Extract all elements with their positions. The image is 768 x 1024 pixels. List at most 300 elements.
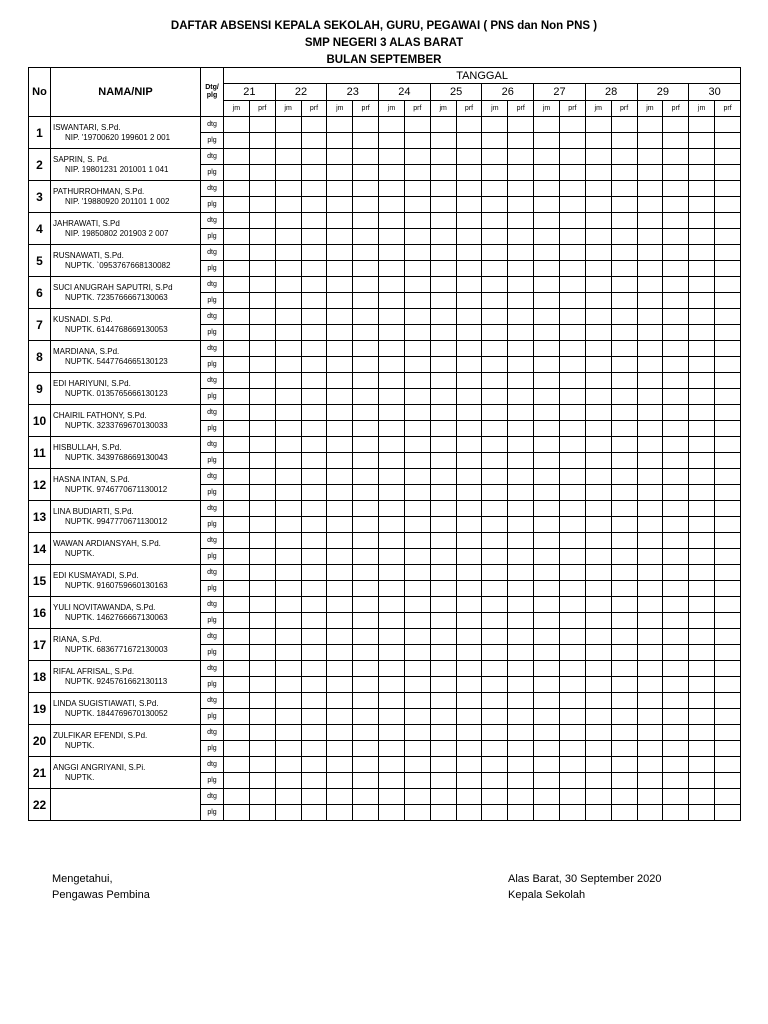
attendance-cell[interactable]: [534, 373, 560, 389]
attendance-cell[interactable]: [275, 133, 301, 149]
attendance-cell[interactable]: [430, 629, 456, 645]
attendance-cell[interactable]: [689, 293, 715, 309]
attendance-cell[interactable]: [301, 645, 327, 661]
attendance-cell[interactable]: [715, 245, 741, 261]
attendance-cell[interactable]: [224, 709, 250, 725]
attendance-cell[interactable]: [559, 229, 585, 245]
attendance-cell[interactable]: [404, 165, 430, 181]
attendance-cell[interactable]: [301, 197, 327, 213]
attendance-cell[interactable]: [327, 309, 353, 325]
attendance-cell[interactable]: [585, 613, 611, 629]
attendance-cell[interactable]: [663, 405, 689, 421]
attendance-cell[interactable]: [301, 533, 327, 549]
attendance-cell[interactable]: [559, 597, 585, 613]
attendance-cell[interactable]: [585, 725, 611, 741]
attendance-cell[interactable]: [353, 629, 379, 645]
attendance-cell[interactable]: [224, 341, 250, 357]
attendance-cell[interactable]: [224, 165, 250, 181]
attendance-cell[interactable]: [353, 293, 379, 309]
attendance-cell[interactable]: [637, 533, 663, 549]
attendance-cell[interactable]: [224, 197, 250, 213]
attendance-cell[interactable]: [430, 229, 456, 245]
attendance-cell[interactable]: [637, 277, 663, 293]
attendance-cell[interactable]: [249, 293, 275, 309]
attendance-cell[interactable]: [585, 373, 611, 389]
attendance-cell[interactable]: [327, 373, 353, 389]
attendance-cell[interactable]: [611, 389, 637, 405]
attendance-cell[interactable]: [379, 677, 405, 693]
attendance-cell[interactable]: [637, 501, 663, 517]
attendance-cell[interactable]: [534, 293, 560, 309]
attendance-cell[interactable]: [456, 661, 482, 677]
attendance-cell[interactable]: [689, 245, 715, 261]
attendance-cell[interactable]: [611, 533, 637, 549]
attendance-cell[interactable]: [508, 373, 534, 389]
attendance-cell[interactable]: [327, 405, 353, 421]
attendance-cell[interactable]: [327, 229, 353, 245]
attendance-cell[interactable]: [379, 181, 405, 197]
attendance-cell[interactable]: [637, 485, 663, 501]
attendance-cell[interactable]: [249, 613, 275, 629]
attendance-cell[interactable]: [275, 453, 301, 469]
attendance-cell[interactable]: [663, 613, 689, 629]
attendance-cell[interactable]: [430, 693, 456, 709]
attendance-cell[interactable]: [715, 373, 741, 389]
attendance-cell[interactable]: [715, 437, 741, 453]
attendance-cell[interactable]: [637, 549, 663, 565]
attendance-cell[interactable]: [456, 709, 482, 725]
attendance-cell[interactable]: [275, 725, 301, 741]
attendance-cell[interactable]: [301, 725, 327, 741]
attendance-cell[interactable]: [301, 165, 327, 181]
attendance-cell[interactable]: [534, 421, 560, 437]
attendance-cell[interactable]: [249, 341, 275, 357]
attendance-cell[interactable]: [379, 565, 405, 581]
attendance-cell[interactable]: [430, 709, 456, 725]
attendance-cell[interactable]: [327, 789, 353, 805]
attendance-cell[interactable]: [611, 357, 637, 373]
attendance-cell[interactable]: [224, 757, 250, 773]
attendance-cell[interactable]: [637, 741, 663, 757]
attendance-cell[interactable]: [663, 469, 689, 485]
attendance-cell[interactable]: [224, 565, 250, 581]
attendance-cell[interactable]: [275, 149, 301, 165]
attendance-cell[interactable]: [404, 117, 430, 133]
attendance-cell[interactable]: [430, 805, 456, 821]
attendance-cell[interactable]: [353, 677, 379, 693]
attendance-cell[interactable]: [559, 197, 585, 213]
attendance-cell[interactable]: [482, 197, 508, 213]
attendance-cell[interactable]: [430, 277, 456, 293]
attendance-cell[interactable]: [327, 677, 353, 693]
attendance-cell[interactable]: [559, 757, 585, 773]
attendance-cell[interactable]: [715, 629, 741, 645]
attendance-cell[interactable]: [689, 805, 715, 821]
attendance-cell[interactable]: [534, 437, 560, 453]
attendance-cell[interactable]: [482, 309, 508, 325]
attendance-cell[interactable]: [585, 533, 611, 549]
attendance-cell[interactable]: [534, 149, 560, 165]
attendance-cell[interactable]: [249, 213, 275, 229]
attendance-cell[interactable]: [275, 581, 301, 597]
attendance-cell[interactable]: [301, 517, 327, 533]
attendance-cell[interactable]: [508, 741, 534, 757]
attendance-cell[interactable]: [249, 661, 275, 677]
attendance-cell[interactable]: [637, 117, 663, 133]
attendance-cell[interactable]: [637, 597, 663, 613]
attendance-cell[interactable]: [456, 421, 482, 437]
attendance-cell[interactable]: [327, 645, 353, 661]
attendance-cell[interactable]: [249, 277, 275, 293]
attendance-cell[interactable]: [456, 213, 482, 229]
attendance-cell[interactable]: [456, 581, 482, 597]
attendance-cell[interactable]: [249, 453, 275, 469]
attendance-cell[interactable]: [353, 325, 379, 341]
attendance-cell[interactable]: [224, 149, 250, 165]
attendance-cell[interactable]: [482, 725, 508, 741]
attendance-cell[interactable]: [249, 309, 275, 325]
attendance-cell[interactable]: [249, 245, 275, 261]
attendance-cell[interactable]: [275, 245, 301, 261]
attendance-cell[interactable]: [353, 485, 379, 501]
attendance-cell[interactable]: [559, 245, 585, 261]
attendance-cell[interactable]: [224, 581, 250, 597]
attendance-cell[interactable]: [689, 725, 715, 741]
attendance-cell[interactable]: [404, 213, 430, 229]
attendance-cell[interactable]: [404, 149, 430, 165]
attendance-cell[interactable]: [275, 517, 301, 533]
attendance-cell[interactable]: [689, 405, 715, 421]
attendance-cell[interactable]: [301, 117, 327, 133]
attendance-cell[interactable]: [559, 629, 585, 645]
attendance-cell[interactable]: [534, 389, 560, 405]
attendance-cell[interactable]: [585, 149, 611, 165]
attendance-cell[interactable]: [508, 469, 534, 485]
attendance-cell[interactable]: [353, 165, 379, 181]
attendance-cell[interactable]: [508, 773, 534, 789]
attendance-cell[interactable]: [611, 325, 637, 341]
attendance-cell[interactable]: [585, 197, 611, 213]
attendance-cell[interactable]: [689, 421, 715, 437]
attendance-cell[interactable]: [249, 181, 275, 197]
attendance-cell[interactable]: [249, 709, 275, 725]
attendance-cell[interactable]: [637, 245, 663, 261]
attendance-cell[interactable]: [715, 773, 741, 789]
attendance-cell[interactable]: [353, 405, 379, 421]
attendance-cell[interactable]: [689, 581, 715, 597]
attendance-cell[interactable]: [327, 293, 353, 309]
attendance-cell[interactable]: [275, 421, 301, 437]
attendance-cell[interactable]: [430, 309, 456, 325]
attendance-cell[interactable]: [482, 741, 508, 757]
attendance-cell[interactable]: [379, 501, 405, 517]
attendance-cell[interactable]: [663, 149, 689, 165]
attendance-cell[interactable]: [611, 485, 637, 501]
attendance-cell[interactable]: [379, 149, 405, 165]
attendance-cell[interactable]: [379, 117, 405, 133]
attendance-cell[interactable]: [663, 277, 689, 293]
attendance-cell[interactable]: [353, 517, 379, 533]
attendance-cell[interactable]: [508, 581, 534, 597]
attendance-cell[interactable]: [430, 325, 456, 341]
attendance-cell[interactable]: [353, 645, 379, 661]
attendance-cell[interactable]: [663, 805, 689, 821]
attendance-cell[interactable]: [611, 725, 637, 741]
attendance-cell[interactable]: [379, 645, 405, 661]
attendance-cell[interactable]: [275, 565, 301, 581]
attendance-cell[interactable]: [482, 261, 508, 277]
attendance-cell[interactable]: [430, 117, 456, 133]
attendance-cell[interactable]: [301, 501, 327, 517]
attendance-cell[interactable]: [456, 277, 482, 293]
attendance-cell[interactable]: [224, 741, 250, 757]
attendance-cell[interactable]: [301, 469, 327, 485]
attendance-cell[interactable]: [559, 581, 585, 597]
attendance-cell[interactable]: [249, 565, 275, 581]
attendance-cell[interactable]: [301, 453, 327, 469]
attendance-cell[interactable]: [301, 309, 327, 325]
attendance-cell[interactable]: [482, 469, 508, 485]
attendance-cell[interactable]: [663, 725, 689, 741]
attendance-cell[interactable]: [353, 229, 379, 245]
attendance-cell[interactable]: [327, 325, 353, 341]
attendance-cell[interactable]: [534, 709, 560, 725]
attendance-cell[interactable]: [585, 629, 611, 645]
attendance-cell[interactable]: [534, 197, 560, 213]
attendance-cell[interactable]: [482, 709, 508, 725]
attendance-cell[interactable]: [559, 213, 585, 229]
attendance-cell[interactable]: [379, 789, 405, 805]
attendance-cell[interactable]: [611, 565, 637, 581]
attendance-cell[interactable]: [689, 485, 715, 501]
attendance-cell[interactable]: [404, 181, 430, 197]
attendance-cell[interactable]: [249, 117, 275, 133]
attendance-cell[interactable]: [430, 293, 456, 309]
attendance-cell[interactable]: [663, 341, 689, 357]
attendance-cell[interactable]: [611, 421, 637, 437]
attendance-cell[interactable]: [224, 629, 250, 645]
attendance-cell[interactable]: [430, 517, 456, 533]
attendance-cell[interactable]: [379, 357, 405, 373]
attendance-cell[interactable]: [715, 421, 741, 437]
attendance-cell[interactable]: [611, 501, 637, 517]
attendance-cell[interactable]: [327, 597, 353, 613]
attendance-cell[interactable]: [559, 517, 585, 533]
attendance-cell[interactable]: [715, 341, 741, 357]
attendance-cell[interactable]: [689, 709, 715, 725]
attendance-cell[interactable]: [585, 565, 611, 581]
attendance-cell[interactable]: [585, 517, 611, 533]
attendance-cell[interactable]: [456, 597, 482, 613]
attendance-cell[interactable]: [637, 293, 663, 309]
attendance-cell[interactable]: [482, 245, 508, 261]
attendance-cell[interactable]: [353, 149, 379, 165]
attendance-cell[interactable]: [689, 629, 715, 645]
attendance-cell[interactable]: [456, 389, 482, 405]
attendance-cell[interactable]: [534, 325, 560, 341]
attendance-cell[interactable]: [715, 581, 741, 597]
attendance-cell[interactable]: [715, 133, 741, 149]
attendance-cell[interactable]: [689, 309, 715, 325]
attendance-cell[interactable]: [508, 453, 534, 469]
attendance-cell[interactable]: [585, 309, 611, 325]
attendance-cell[interactable]: [353, 421, 379, 437]
attendance-cell[interactable]: [327, 757, 353, 773]
attendance-cell[interactable]: [249, 581, 275, 597]
attendance-cell[interactable]: [275, 757, 301, 773]
attendance-cell[interactable]: [327, 485, 353, 501]
attendance-cell[interactable]: [353, 469, 379, 485]
attendance-cell[interactable]: [379, 197, 405, 213]
attendance-cell[interactable]: [689, 165, 715, 181]
attendance-cell[interactable]: [379, 293, 405, 309]
attendance-cell[interactable]: [404, 261, 430, 277]
attendance-cell[interactable]: [715, 485, 741, 501]
attendance-cell[interactable]: [301, 565, 327, 581]
attendance-cell[interactable]: [379, 805, 405, 821]
attendance-cell[interactable]: [534, 357, 560, 373]
attendance-cell[interactable]: [353, 661, 379, 677]
attendance-cell[interactable]: [456, 117, 482, 133]
attendance-cell[interactable]: [611, 277, 637, 293]
attendance-cell[interactable]: [637, 613, 663, 629]
attendance-cell[interactable]: [689, 325, 715, 341]
attendance-cell[interactable]: [275, 485, 301, 501]
attendance-cell[interactable]: [404, 245, 430, 261]
attendance-cell[interactable]: [482, 485, 508, 501]
attendance-cell[interactable]: [404, 517, 430, 533]
attendance-cell[interactable]: [637, 725, 663, 741]
attendance-cell[interactable]: [379, 613, 405, 629]
attendance-cell[interactable]: [715, 469, 741, 485]
attendance-cell[interactable]: [689, 341, 715, 357]
attendance-cell[interactable]: [715, 549, 741, 565]
attendance-cell[interactable]: [508, 325, 534, 341]
attendance-cell[interactable]: [689, 693, 715, 709]
attendance-cell[interactable]: [456, 725, 482, 741]
attendance-cell[interactable]: [559, 309, 585, 325]
attendance-cell[interactable]: [249, 773, 275, 789]
attendance-cell[interactable]: [404, 581, 430, 597]
attendance-cell[interactable]: [301, 373, 327, 389]
attendance-cell[interactable]: [275, 405, 301, 421]
attendance-cell[interactable]: [559, 661, 585, 677]
attendance-cell[interactable]: [404, 741, 430, 757]
attendance-cell[interactable]: [327, 613, 353, 629]
attendance-cell[interactable]: [430, 469, 456, 485]
attendance-cell[interactable]: [456, 357, 482, 373]
attendance-cell[interactable]: [249, 325, 275, 341]
attendance-cell[interactable]: [611, 773, 637, 789]
attendance-cell[interactable]: [482, 133, 508, 149]
attendance-cell[interactable]: [249, 501, 275, 517]
attendance-cell[interactable]: [559, 533, 585, 549]
attendance-cell[interactable]: [559, 341, 585, 357]
attendance-cell[interactable]: [379, 165, 405, 181]
attendance-cell[interactable]: [611, 613, 637, 629]
attendance-cell[interactable]: [534, 629, 560, 645]
attendance-cell[interactable]: [585, 261, 611, 277]
attendance-cell[interactable]: [301, 629, 327, 645]
attendance-cell[interactable]: [404, 773, 430, 789]
attendance-cell[interactable]: [404, 453, 430, 469]
attendance-cell[interactable]: [379, 485, 405, 501]
attendance-cell[interactable]: [663, 453, 689, 469]
attendance-cell[interactable]: [585, 469, 611, 485]
attendance-cell[interactable]: [353, 549, 379, 565]
attendance-cell[interactable]: [585, 117, 611, 133]
attendance-cell[interactable]: [559, 789, 585, 805]
attendance-cell[interactable]: [249, 533, 275, 549]
attendance-cell[interactable]: [327, 629, 353, 645]
attendance-cell[interactable]: [275, 309, 301, 325]
attendance-cell[interactable]: [456, 133, 482, 149]
attendance-cell[interactable]: [611, 709, 637, 725]
attendance-cell[interactable]: [327, 549, 353, 565]
attendance-cell[interactable]: [637, 389, 663, 405]
attendance-cell[interactable]: [689, 149, 715, 165]
attendance-cell[interactable]: [534, 757, 560, 773]
attendance-cell[interactable]: [534, 517, 560, 533]
attendance-cell[interactable]: [508, 789, 534, 805]
attendance-cell[interactable]: [275, 629, 301, 645]
attendance-cell[interactable]: [482, 565, 508, 581]
attendance-cell[interactable]: [689, 213, 715, 229]
attendance-cell[interactable]: [301, 293, 327, 309]
attendance-cell[interactable]: [508, 437, 534, 453]
attendance-cell[interactable]: [379, 757, 405, 773]
attendance-cell[interactable]: [559, 357, 585, 373]
attendance-cell[interactable]: [508, 709, 534, 725]
attendance-cell[interactable]: [379, 229, 405, 245]
attendance-cell[interactable]: [559, 181, 585, 197]
attendance-cell[interactable]: [715, 789, 741, 805]
attendance-cell[interactable]: [430, 149, 456, 165]
attendance-cell[interactable]: [482, 789, 508, 805]
attendance-cell[interactable]: [301, 661, 327, 677]
attendance-cell[interactable]: [611, 229, 637, 245]
attendance-cell[interactable]: [249, 693, 275, 709]
attendance-cell[interactable]: [327, 261, 353, 277]
attendance-cell[interactable]: [379, 661, 405, 677]
attendance-cell[interactable]: [508, 197, 534, 213]
attendance-cell[interactable]: [585, 229, 611, 245]
attendance-cell[interactable]: [715, 517, 741, 533]
attendance-cell[interactable]: [585, 661, 611, 677]
attendance-cell[interactable]: [430, 501, 456, 517]
attendance-cell[interactable]: [534, 645, 560, 661]
attendance-cell[interactable]: [715, 357, 741, 373]
attendance-cell[interactable]: [715, 741, 741, 757]
attendance-cell[interactable]: [249, 725, 275, 741]
attendance-cell[interactable]: [508, 757, 534, 773]
attendance-cell[interactable]: [637, 645, 663, 661]
attendance-cell[interactable]: [689, 197, 715, 213]
attendance-cell[interactable]: [689, 677, 715, 693]
attendance-cell[interactable]: [611, 245, 637, 261]
attendance-cell[interactable]: [275, 261, 301, 277]
attendance-cell[interactable]: [689, 437, 715, 453]
attendance-cell[interactable]: [275, 165, 301, 181]
attendance-cell[interactable]: [663, 549, 689, 565]
attendance-cell[interactable]: [534, 277, 560, 293]
attendance-cell[interactable]: [559, 549, 585, 565]
attendance-cell[interactable]: [534, 117, 560, 133]
attendance-cell[interactable]: [249, 549, 275, 565]
attendance-cell[interactable]: [301, 789, 327, 805]
attendance-cell[interactable]: [456, 245, 482, 261]
attendance-cell[interactable]: [663, 421, 689, 437]
